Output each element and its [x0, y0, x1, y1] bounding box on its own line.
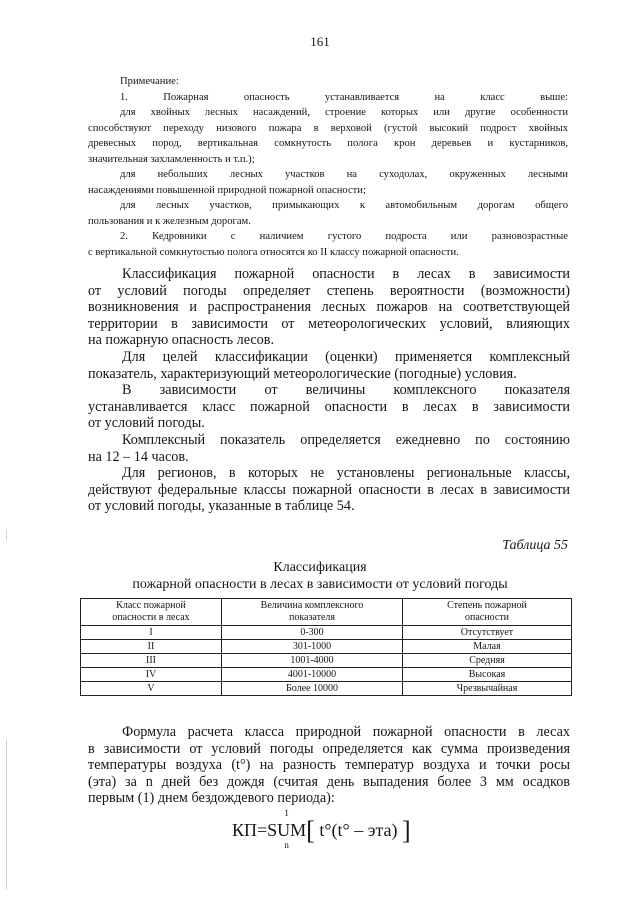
index-cell: 4001-10000 [222, 668, 403, 682]
degree-cell: Чрезвычайная [403, 682, 572, 696]
body-text-bottom [88, 724, 570, 807]
header-class [81, 599, 222, 626]
note-block [88, 74, 568, 260]
note-line: пользования и к железным дорогам. [88, 215, 251, 227]
paragraph-line: от условий погоды. [88, 415, 205, 432]
class-cell: II [81, 640, 222, 654]
class-cell: III [81, 654, 222, 668]
paragraph-line: на пожарную опасность лесов. [88, 332, 274, 349]
table-row [81, 682, 572, 696]
class-cell: I [81, 626, 222, 640]
paragraph-line: возникновения и распространения лесных пожаров на соответствующей [88, 299, 570, 316]
paragraph-line: действуют федеральные классы пожарной опасности в лесах в зависимости [88, 481, 570, 498]
degree-cell: Высокая [403, 668, 572, 682]
class-cell: V [81, 682, 222, 696]
header-text: Класс пожарной [116, 600, 186, 611]
paragraph-line: устанавливается класс пожарной опасности в лесах в зависимости [88, 398, 570, 415]
paragraph-line: в зависимости от условий погоды определяется как сумма произведения [88, 740, 570, 757]
header-text: опасности [465, 612, 509, 623]
paragraph-line: от условий погоды определяет степень вероятности (возможности) [88, 282, 570, 299]
class-cell: IV [81, 668, 222, 682]
note-line: для лесных участков, примыкающих к автомобильным дорогам общего [120, 200, 568, 211]
table-row [81, 626, 572, 640]
paragraph-line: (эта) за n дней без дождя (считая день выпадения более 3 мм осадков [88, 773, 570, 790]
fire-danger-class-table [80, 598, 572, 696]
paragraph-line: от условий погоды, указанные в таблице 54. [88, 498, 355, 515]
index-cell: 301-1000 [222, 640, 403, 654]
table-subtitle: пожарной опасности в лесах в зависимости от условий погоды [132, 577, 508, 592]
paragraph-line: на 12 – 14 часов. [88, 448, 189, 465]
header-degree [403, 599, 572, 626]
paragraph-line: показатель, характеризующий метеорологические (погодные) условия. [88, 365, 517, 382]
note-line: 2. Кедровники с наличием густого подроста или разновозрастные [120, 231, 568, 242]
paragraph-line: Для регионов, в которых не установлены региональные классы, [122, 465, 570, 482]
paragraph-line: В зависимости от величины комплексного показателя [122, 382, 570, 399]
header-text: Степень пожарной [447, 600, 527, 611]
close-bracket: ] [402, 816, 411, 845]
formula-body: t°(t° – эта) [319, 820, 398, 840]
paragraph-line: Классификация пожарной опасности в лесах в зависимости [122, 266, 570, 282]
paragraph-line: Для целей классификации (оценки) применяется комплексный [122, 348, 570, 365]
sum-symbol: SUM [267, 820, 307, 840]
page-number: 161 [310, 34, 330, 49]
table-row [81, 668, 572, 682]
sum-upper-limit: 1 [284, 808, 289, 818]
table-title: Классификация [273, 560, 367, 575]
fire-class-formula [232, 808, 411, 850]
open-bracket: [ [306, 816, 315, 845]
header-text: опасности в лесах [112, 612, 190, 623]
note-line: для небольших лесных участков на суходолах, окруженных лесными [120, 169, 568, 180]
paragraph-line: территории в зависимости от метеорологических условий, влияющих [88, 315, 570, 332]
degree-cell: Средняя [403, 654, 572, 668]
scan-margin-mark [6, 740, 7, 890]
header-text: Величина комплексного [260, 600, 364, 611]
note-line: насаждениями повышенной природной пожарной опасности; [88, 184, 366, 196]
body-text-top [88, 266, 570, 515]
table-caption: Таблица 55 [502, 538, 568, 553]
sum-lower-limit: n [284, 840, 289, 850]
table-row [81, 640, 572, 654]
header-index [222, 599, 403, 626]
index-cell: 0-300 [222, 626, 403, 640]
degree-cell: Отсутствует [403, 626, 572, 640]
index-cell: 1001-4000 [222, 654, 403, 668]
table-header-row [81, 599, 572, 626]
index-cell: Более 10000 [222, 682, 403, 696]
header-text: показателя [288, 612, 336, 623]
paragraph-line: Комплексный показатель определяется ежедневно по состоянию [122, 431, 570, 448]
note-line: способствуют переходу низового пожара в верховой (густой высокий подрост хвойных [88, 122, 568, 134]
note-line: для хвойных лесных насаждений, строение которых или другие особенности [120, 107, 568, 118]
note-title: Примечание: [120, 76, 179, 87]
degree-cell: Малая [403, 640, 572, 654]
formula-lhs: КП= [232, 820, 268, 840]
note-line: значительная захламленность и т.п.); [88, 153, 255, 165]
sum-operator [267, 808, 307, 850]
paragraph-line: температуры воздуха (t°) на разность температур воздуха и точки росы [88, 757, 570, 774]
table-row [81, 654, 572, 668]
scan-margin-mark [6, 530, 7, 540]
paragraph-line: Формула расчета класса природной пожарной опасности в лесах [122, 724, 570, 740]
note-line: древесных пород, вертикальная сомкнутость полога крон деревьев и кустарников, [88, 138, 568, 149]
note-line: с вертикальной сомкнутостью полога относятся ко II классу пожарной опасности. [88, 246, 459, 258]
note-line: 1. Пожарная опасность устанавливается на класс выше: [120, 91, 568, 103]
paragraph-line: первым (1) днем бездождевого периода): [88, 790, 335, 807]
